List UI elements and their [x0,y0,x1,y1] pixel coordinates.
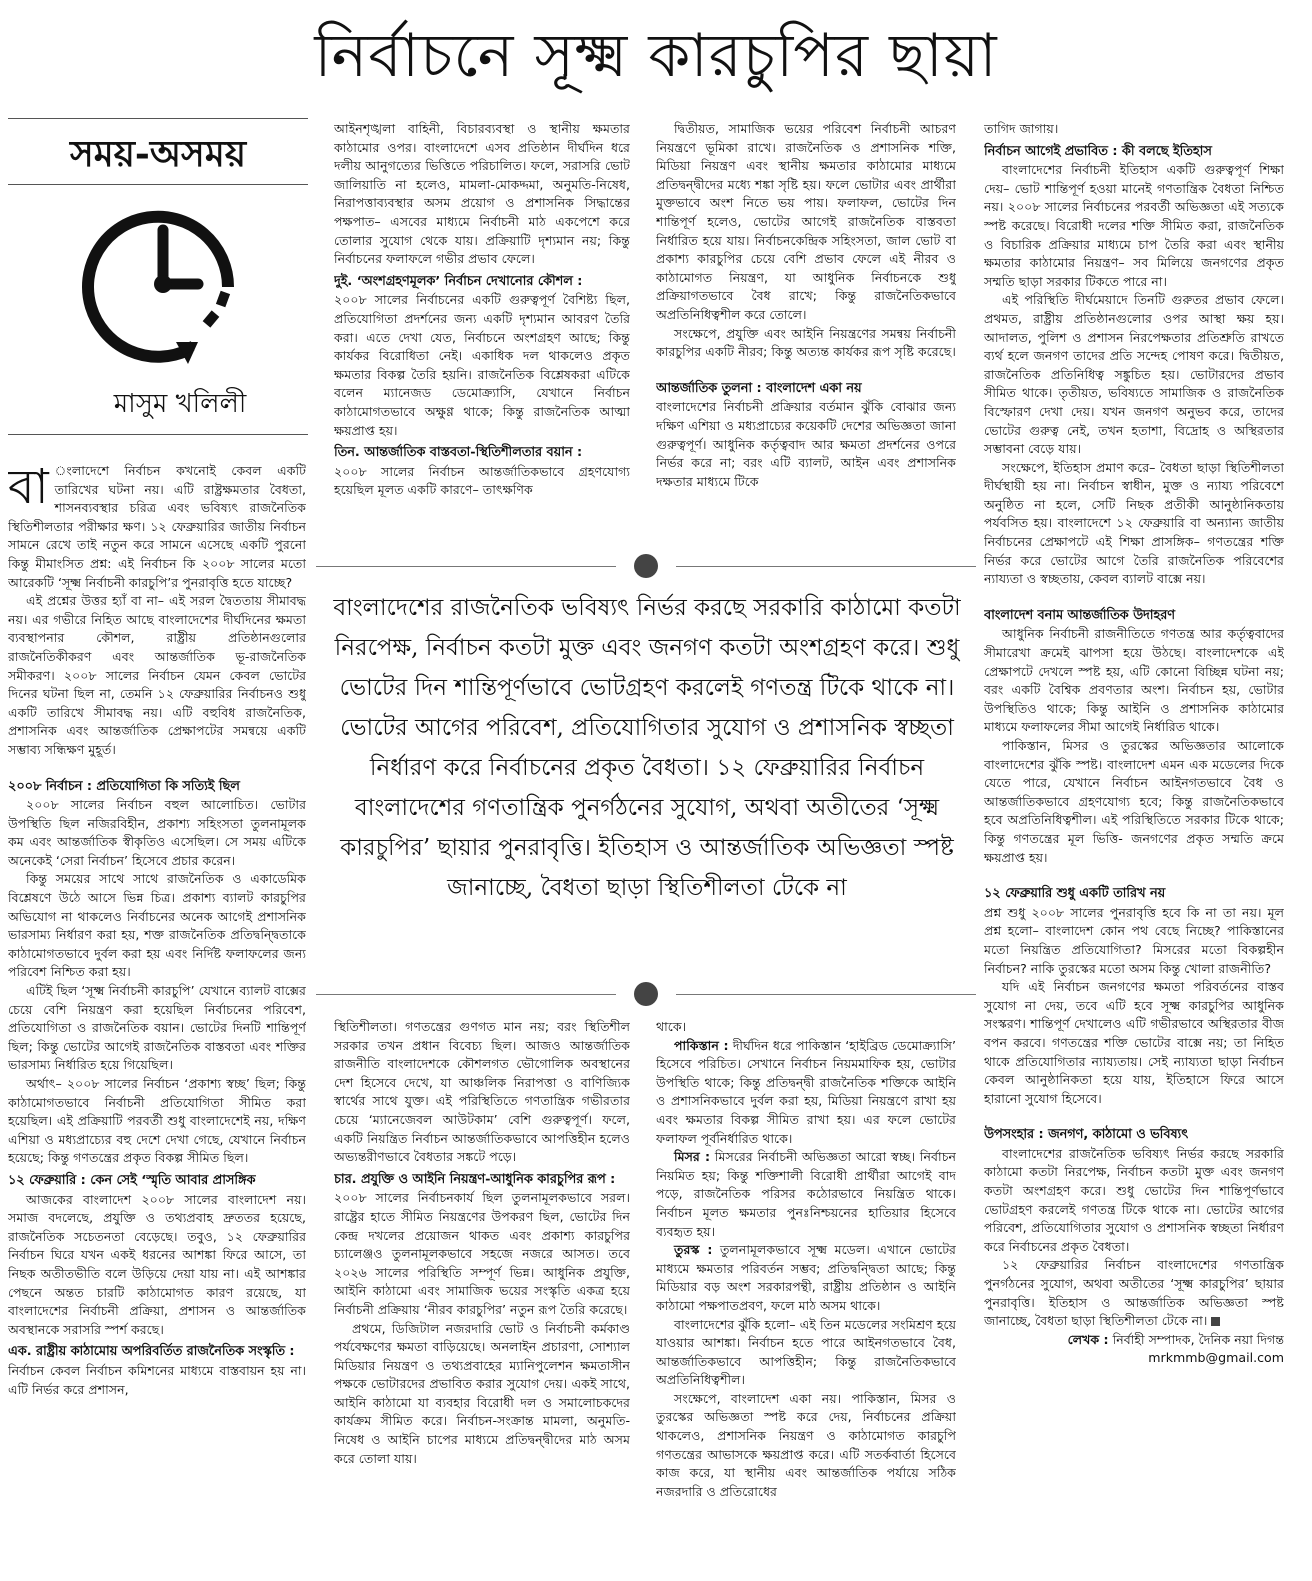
pull-quote: বাংলাদেশের রাজনৈতিক ভবিষ্যৎ নির্ভর করছে সরকারি কাঠামো কতটা নিরপেক্ষ, নির্বাচন কতটা মুক্ত এবং জনগণ কতটা অংশগ্রহণ করে। শুধু ভোটের দিন শান্তিপূর্ণভাবে ভোটগ্রহণ করলেই গণতন্ত্র টিকে থাকে না। ভোটের আগের পরিবেশ, প্রতিযোগিতার সুযোগ ও প্রশাসনিক স্বচ্ছতা নির্ধারণ করে নির্বাচনের প্রকৃত বৈধতা। ১২ ফেব্রুয়ারির নির্বাচন বাংলাদেশের গণতান্ত্রিক পুনর্গঠনের সুযোগ, অথবা অতীতের ‘সূক্ষ্ম কারচুপির’ ছায়ার পুনরাবৃত্তি। ইতিহাস ও আন্তর্জাতিক অভিজ্ঞতা স্পষ্ট জানাচ্ছে, বৈধতা ছাড়া স্থিতিশীলতা টেকে না [333,595,961,901]
intro-paragraph: বা ংলাদেশে নির্বাচন কখনোই কেবল একটি তারিখের ঘটনা নয়। এটি রাষ্ট্রক্ষমতার বৈধতা, শাসনব্যবস্থার চরিত্র এবং ভবিষ্যৎ রাজনৈতিক স্থিতিশীলতার পরীক্ষার ক্ষণ। ১২ ফেব্রুয়ারির জাতীয় নির্বাচন সামনে রেখে তাই নতুন করে সামনে এসেছে একটি পুরনো কিন্তু মীমাংসিত প্রশ্ন: এই নির্বাচন কি ২০০৮ সালের মতো আরেকটি ‘সূক্ষ্ম নির্বাচনী কারচুপি’র পুনরাবৃত্তি হতে যাচ্ছে? [8,462,306,590]
paragraph: সংক্ষেপে, ইতিহাস প্রমাণ করে– বৈধতা ছাড়া স্থিতিশীলতা দীর্ঘস্থায়ী হয় না। নির্বাচন স্বাধীন, মুক্ত ও ন্যায্য পরিবেশে অনুষ্ঠিত না হলে, সেটি নিছক প্রতীকী আনুষ্ঠানিকতায় পর্যবসিত হয়। বাংলাদেশে ১২ ফেব্রুয়ারি বা অন্যান্য জাতীয় নির্বাচনের প্রেক্ষাপটে এই শিক্ষা প্রাসঙ্গিক– গণতন্ত্রের শক্তি নির্ভর করে ভোটের আগে তৈরি রাজনৈতিক পরিবেশের ন্যায্যতা ও স্বচ্ছতায়, কেবল ব্যালট বাক্সে নয়। [984,459,1284,587]
column-3-bottom [656,1018,956,1578]
paragraph: ২০০৮ সালের নির্বাচনের একটি গুরুত্বপূর্ণ বৈশিষ্ট্য ছিল, প্রতিযোগিতা প্রদর্শনের জন্য একটি দৃশ্যমান আবরণ তৈরি করা। এতে দেখা যেত, নির্বাচনে অংশগ্রহণ আছে; কিন্তু কার্যকর বিরোধিতা নেই। একাধিক দল থাকলেও প্রকৃত ক্ষমতার বিকল্প তৈরি হয়নি। রাজনৈতিক বিশ্লেষকরা এটিকে বলেন ম্যানেজড ডেমোক্র্যাসি, যেখানে নির্বাচন কাঠামোগতভাবে অক্ষুণ্ণ থাকে; কিন্তু রাজনৈতিক আত্মা ক্ষয়প্রাপ্ত হয়। [334,292,630,438]
paragraph: ২০০৮ সালের নির্বাচন আন্তর্জাতিকভাবে গ্রহণযোগ্য হয়েছিল মূলত একটি কারণে– তাৎক্ষণিক [334,463,630,498]
column-name: সময়-অসময় [69,133,247,175]
divider-ornament-bottom [316,982,976,1008]
paragraph: আজকের বাংলাদেশ ২০০৮ সালের বাংলাদেশ নয়। সমাজ বদলেছে, প্রযুক্তি ও তথ্যপ্রবাহ দ্রুততর হয়েছে, রাজনৈতিক সচেতনতা বেড়েছে। তবুও, ১২ ফেব্রুয়ারির নির্বাচন ঘিরে যখন একই ধরনের আশঙ্কা ফিরে আসে, তা নিছক অতীতভীতি বলে উড়িয়ে দেয়া যায় না। এই আশঙ্কার পেছনে অন্তত চারটি কাঠামোগত কারণ রয়েছে, যা বাংলাদেশের নির্বাচনী প্রক্রিয়া, প্রশাসন ও আন্তর্জাতিক অবস্থানকে সরাসরি স্পর্শ করছে। [8,1191,306,1337]
paragraph: স্থিতিশীলতা। গণতন্ত্রের গুণগত মান নয়; বরং স্থিতিশীল সরকার তখন প্রধান বিবেচ্য ছিল। আজও আন্তর্জাতিক রাজনীতি বাংলাদেশকে কৌশলগত ভৌগোলিক অবস্থানের দেশ হিসেবে দেখে, যা আঞ্চলিক নিরাপত্তা ও বাণিজ্যিক স্বার্থের সাথে যুক্ত। এই পরিস্থিতিতে গণতান্ত্রিক গভীরতার চেয়ে ‘ম্যানেজেবল আউটকাম’ বেশি গুরুত্বপূর্ণ। ফলে, একটি নিয়ন্ত্রিত নির্বাচন আন্তর্জাতিকভাবে আপত্তিহীন হলেও অভ্যন্তরীণভাবে বৈধতার সঙ্কটে পড়ে। [334,1019,630,1165]
column-header-rule-bottom [8,184,308,185]
paragraph: বাংলাদেশের নির্বাচনী ইতিহাস একটি গুরুত্বপূর্ণ শিক্ষা দেয়– ভোট শান্তিপূর্ণ হওয়া মানেই গণতান্ত্রিক বৈধতা নিশ্চিত নয়। ২০০৮ সালের নির্বাচনের পরবর্তী অভিজ্ঞতা এই সত্যকে স্পষ্ট করেছে। বিরোধী দলের শক্তি সীমিত করা, রাজনৈতিক ও বিচারিক প্রক্রিয়ার মাধ্যমে চাপ তৈরি করা এবং স্থানীয় ক্ষমতার কাঠামোর নিয়ন্ত্রণ– সব মিলিয়ে জনগণের প্রকৃত সম্মতি ছাড়া সরকার টিকতে পারে না। [984,162,1284,289]
paragraph: যদি এই নির্বাচন জনগণের ক্ষমতা পরিবর্তনের বাস্তব সুযোগ না দেয়, তবে এটি হবে সূক্ষ্ম কারচুপির আধুনিক সংস্করণ। শান্তিপূর্ণ দেখালেও এটি গভীরভাবে অস্থিরতার বীজ বপন করবে। গণতন্ত্রের শক্তি ভোটের বাক্সে নয়; তা নিহিত থাকে প্রতিযোগিতার ন্যায্যতায়। সেই ন্যায্যতা ছাড়া নির্বাচন কেবল আনুষ্ঠানিকতা হয়ে যায়, ইতিহাসে ফিরে আসে হারানো সুযোগ হিসেবে। [984,979,1284,1106]
subheading: উপসংহার : জনগণ, কাঠামো ও ভবিষ্যৎ [984,1127,1189,1143]
paragraph: পাকিস্তান : দীর্ঘদিন ধরে পাকিস্তান ‘হাইব্রিড ডেমোক্র্যাসি’ হিসেবে পরিচিত। সেখানে নির্বাচন নিয়মমাফিক হয়, ভোটার উপস্থিতি থাকে; কিন্তু প্রতিদ্বন্দ্বী রাজনৈতিক শক্তিকে আইনি ও প্রশাসনিকভাবে দুর্বল করা হয়, মিডিয়া নিয়ন্ত্রণে রাখা হয় এবং ক্ষমতার বিকল্প সীমিত রাখা হয়। এর ফলে ভোটের ফলাফল পূর্বনির্ধারিত থাকে। [656,1037,956,1146]
subheading: ১২ ফেব্রুয়ারি : কেন সেই ‘স্মৃতি আবার প্রাসঙ্গিক [8,1172,256,1188]
column-1 [8,462,306,1581]
subheading: ১২ ফেব্রুয়ারি শুধু একটি তারিখ নয় [984,886,1166,902]
paragraph: বাংলাদেশের নির্বাচনী প্রক্রিয়ার বর্তমান ঝুঁকি বোঝার জন্য দক্ষিণ এশিয়া ও মধ্যপ্রাচ্যের কয়েকটি দেশের অভিজ্ঞতা জানা গুরুত্বপূর্ণ। আধুনিক কর্তৃত্ববাদ আর ক্ষমতা প্রদর্শনের ওপরে নির্ভর করে না; বরং এটি ব্যালট, আইন এবং প্রশাসনিক দক্ষতার মাধ্যমে টিকে [656,399,956,489]
paragraph: প্রশ্ন শুধু ২০০৮ সালের পুনরাবৃত্তি হবে কি না তা নয়। মূল প্রশ্ন হলো– বাংলাদেশ কোন পথ বেছে নিচ্ছে? পাকিস্তানের মতো নিয়ন্ত্রিত প্রতিযোগিতা? মিসরের মতো বিকল্পহীন নির্বাচন? নাকি তুরস্কের মতো অসম কিন্তু খোলা রাজনীতি? [984,904,1284,976]
paragraph: সংক্ষেপে, প্রযুক্তি এবং আইনি নিয়ন্ত্রণের সমন্বয় নির্বাচনী কারচুপির একটি নীরব; কিন্তু অত্যন্ত কার্যকর রূপ সৃষ্টি করেছে। [656,325,956,360]
paragraph: ২০০৮ সালের নির্বাচনকার্য ছিল তুলনামূলকভাবে সরল। রাষ্ট্রের হাতে সীমিত নিয়ন্ত্রণের উপকরণ ছিল, ভোটের দিন কেন্দ্র দখলের প্রয়োজন থাকত এবং প্রকাশ্য কারচুপির চ্যালেঞ্জও তুলনামূলকভাবে সহজে নজরে আসত। তবে ২০২৬ সালের পরিস্থিতি সম্পূর্ণ ভিন্ন। আধুনিক প্রযুক্তি, আইনি কাঠামো এবং সামাজিক ভয়ের সংস্কৃতি একত্র হয়ে নির্বাচনী প্রক্রিয়ায় ‘নীরব কারচুপির’ নতুন রূপ তৈরি করেছে। [334,1190,630,1317]
author-email: mrkmmb@gmail.com [1148,1350,1284,1366]
column-3-top [656,120,956,540]
subheading: তিন. আন্তর্জাতিক বাস্তবতা-স্থিতিশীলতার বয়ান : [334,445,583,461]
paragraph: থাকে। [656,1019,687,1034]
author-name: মাসুম খলিলী [113,389,247,419]
author-rule [8,434,308,435]
paragraph: সংক্ষেপে, বাংলাদেশ একা নয়। পাকিস্তান, মিসর ও তুরস্কের অভিজ্ঞতা স্পষ্ট করে দেয়, নির্বাচনের প্রক্রিয়া থাকলেও, প্রশাসনিক নিয়ন্ত্রণ ও কাঠামোগত কারচুপি গণতন্ত্রের আভাসকে ক্ষয়প্রাপ্ত করে। এটি সতর্কবার্তা হিসেবে কাজ করে, যা স্থানীয় এবং আন্তর্জাতিক পর্যায়ে সঠিক নজরদারি ও প্রতিরোধের [656,1390,956,1499]
paragraph: নির্বাচন কেবল নির্বাচন কমিশনের মাধ্যমে বাস্তবায়ন হয় না। এটি নির্ভর করে প্রশাসন, [8,1362,306,1397]
paragraph: ১২ ফেব্রুয়ারির নির্বাচন বাংলাদেশের গণতান্ত্রিক পুনর্গঠনের সুযোগ, অথবা অতীতের ‘সূক্ষ্ম কারচুপির’ ছায়ার পুনরাবৃত্তি। ইতিহাস ও আন্তর্জাতিক অভিজ্ঞতা স্পষ্ট জানাচ্ছে, বৈধতা ছাড়া স্থিতিশীলতা টেকে না। [984,1257,1284,1329]
paragraph: এই পরিস্থিতি দীর্ঘমেয়াদে তিনটি গুরুতর প্রভাব ফেলে। প্রথমত, রাষ্ট্রীয় প্রতিষ্ঠানগুলোর ওপর আস্থা ক্ষয় হয়। আদালত, পুলিশ ও প্রশাসন নিরপেক্ষতার প্রতিশ্রুতি রাখতে ব্যর্থ হলে জনগণ তাদের প্রতি সন্দেহ পোষণ করে। দ্বিতীয়ত, রাজনৈতিক প্রতিনিধিত্ব সঙ্কুচিত হয়। ভোটারদের প্রভাব সীমিত থাকে। তৃতীয়ত, ভবিষ্যতে সামাজিক ও রাজনৈতিক বিস্ফোরণ দেখা দেয়। যখন জনগণ অনুভব করে, তাদের ভোটের গুরুত্ব নেই, তখন হতাশা, বিদ্রোহ ও অস্থিরতার সম্ভাবনা বেড়ে যায়। [984,292,1284,457]
column-header-rule-top [8,118,308,119]
paragraph: মিসর : মিসরের নির্বাচনী অভিজ্ঞতা আরো স্বচ্ছ। নির্বাচন নিয়মিত হয়; কিন্তু শক্তিশালী বিরোধী প্রার্থীরা আগেই বাদ পড়ে, রাজনৈতিক পরিসর কঠোরভাবে নিয়ন্ত্রিত থাকে। নির্বাচন মূলত ক্ষমতার পুনঃনিশ্চয়নের হাতিয়ার হিসেবে ব্যবহৃত হয়। [656,1149,956,1239]
headline: নির্বাচনে সূক্ষ্ম কারচুপির ছায়া [314,21,998,91]
subheading: দুই. ‘অংশগ্রহণমূলক’ নির্বাচন দেখানোর কৌশল : [334,273,583,289]
paragraph: তাগিদ জাগায়। [984,121,1059,136]
subheading: বাংলাদেশ বনাম আন্তর্জাতিক উদাহরণ [984,607,1175,623]
paragraph: এটিই ছিল ‘সূক্ষ্ম নির্বাচনী কারচুপি’ যেখানে ব্যালট বাক্সের চেয়ে বেশি নিয়ন্ত্রণ করা হয়েছিল নির্বাচনের পরিবেশ, প্রতিযোগিতা ও রাজনৈতিক বয়ান। ভোটের দিনটি শান্তিপূর্ণ ছিল; কিন্তু ভোটের আগেই রাজনৈতিক বাস্তবতা এবং শক্তির ভারসাম্য নির্ধারিত হয়ে গিয়েছিল। [8,983,306,1073]
paragraph: দ্বিতীয়ত, সামাজিক ভয়ের পরিবেশ নির্বাচনী আচরণ নিয়ন্ত্রণে ভূমিকা রাখে। রাজনৈতিক ও প্রশাসনিক শক্তি, মিডিয়া নিয়ন্ত্রণ এবং স্থানীয় ক্ষমতার কাঠামোর মাধ্যমে প্রতিদ্বন্দ্বীদের মধ্যে শঙ্কা সৃষ্টি হয়। ফলে ভোটার এবং প্রার্থীরা মুক্তভাবে অংশ নিতে ভয় পায়। ফলাফল, ভোটের দিন শান্তিপূর্ণ হলেও, ভোটের আগেই রাজনৈতিক বাস্তবতা নির্ধারিত হয়ে যায়। নির্বাচনকেন্দ্রিক সহিংসতা, জাল ভোট বা প্রকাশ্য কারচুপির চেয়ে বেশি প্রভাব ফেলে এই নীরব ও কাঠামোগত নিয়ন্ত্রণ, যা আধুনিক নির্বাচনকে শুধু প্রক্রিয়াগতভাবে বৈধ রাখে; কিন্তু রাজনৈতিকভাবে অপ্রতিনিধিত্বশীল করে তোলে। [656,121,956,322]
paragraph: অর্থাৎ– ২০০৮ সালের নির্বাচন ‘প্রকাশ্য স্বচ্ছ’ ছিল; কিন্তু কাঠামোগতভাবে নির্বাচনী প্রতিযোগিতা সীমিত করা হয়েছিল। এই প্রক্রিয়াটি পরবর্তী শুধু বাংলাদেশেই নয়, দক্ষিণ এশিয়া ও মধ্যপ্রাচ্যের বহু দেশে দেখা গেছে, যেখানে নির্বাচন হয়েছে; কিন্তু গণতন্ত্রের প্রকৃত বিকল্প সীমিত ছিল। [8,1076,306,1166]
column-4 [984,120,1284,1578]
dropcap: বা [8,462,49,515]
subheading: ২০০৮ নির্বাচন : প্রতিযোগিতা কি সত্যিই ছিল [8,778,240,794]
paragraph: বাংলাদেশের রাজনৈতিক ভবিষ্যৎ নির্ভর করছে সরকারি কাঠামো কতটা নিরপেক্ষ, নির্বাচন কতটা মুক্ত এবং জনগণ কতটা অংশগ্রহণ করে। শুধু ভোটের দিন শান্তিপূর্ণভাবে ভোটগ্রহণ করলেই গণতন্ত্র টিকে থাকে না। ভোটের আগের পরিবেশ, প্রতিযোগিতার সুযোগ ও প্রশাসনিক স্বচ্ছতা নির্ধারণ করে নির্বাচনের প্রকৃত বৈধতা। [984,1145,1284,1254]
divider-dot [634,554,658,578]
writer-credit: লেখক : নির্বাহী সম্পাদক, দৈনিক নয়া দিগন্ত [1067,1331,1284,1347]
paragraph: ২০০৮ সালের নির্বাচন বহুল আলোচিত। ভোটার উপস্থিতি ছিল নজিরবিহীন, প্রকাশ্য সহিংসতা তুলনামূলক কম এবং আন্তর্জাতিক স্বীকৃতিও এসেছিল। সে সময় এটিকে অনেকেই ‘সেরা নির্বাচন’ হিসেবে প্রচার করেন। [8,797,306,868]
paragraph: প্রথমে, ডিজিটাল নজরদারি ভোট ও নির্বাচনী কর্মকাণ্ড পর্যবেক্ষণের ক্ষমতা বাড়িয়েছে। অনলাইন প্রচারণা, সোশ্যাল মিডিয়ার নিয়ন্ত্রণ ও তথ্যপ্রবাহের ম্যানিপুলেশন ক্ষমতাসীন পক্ষকে ভোটারদের প্রভাবিত করার সুযোগ দেয়। একই সাথে, আইনি কাঠামো যা ব্যবহার বিরোধী দল ও সমালোচকদের কার্যক্রম সীমিত করে। নির্বাচন-সংক্রান্ত মামলা, অনুমতি-নিষেধ ও আইনি চাপের মাধ্যমে প্রতিদ্বন্দ্বীদের মাঠ অসম করে তোলা যায়। [334,1320,630,1466]
subheading: এক. রাষ্ট্রীয় কাঠামোয় অপরিবর্তিত রাজনৈতিক সংস্কৃতি : [8,1344,295,1360]
subheading: নির্বাচন আগেই প্রভাবিত : কী বলছে ইতিহাস [984,143,1212,159]
divider-ornament-top [316,554,976,580]
paragraph: বাংলাদেশের ঝুঁকি হলো– এই তিন মডেলের সংমিশ্রণ হয়ে যাওয়ার আশঙ্কা। নির্বাচন হতে পারে আইনগতভাবে বৈধ, আন্তর্জাতিকভাবে আপত্তিহীন; কিন্তু রাজনৈতিকভাবে অপ্রতিনিধিত্বশীল। [656,1316,956,1388]
paragraph: আধুনিক নির্বাচনী রাজনীতিতে গণতন্ত্র আর কর্তৃত্ববাদের সীমারেখা ক্রমেই ঝাপসা হয়ে উঠছে। বাংলাদেশকে এই প্রেক্ষাপটে দেখলে স্পষ্ট হয়, এটি কোনো বিচ্ছিন্ন ঘটনা নয়; বরং একটি বৈশ্বিক প্রবণতার অংশ। নির্বাচন হয়, ভোটার উপস্থিতিও থাকে; কিন্তু আইনি ও প্রশাসনিক কাঠামোর মাধ্যমে ফলাফলের সীমা আগেই নির্ধারিত থাকে। [984,626,1284,735]
paragraph: পাকিস্তান, মিসর ও তুরস্কের অভিজ্ঞতার আলোকে বাংলাদেশের ঝুঁকি স্পষ্ট। বাংলাদেশ এমন এক মডেলের দিকে যেতে পারে, যেখানে নির্বাচন আইনগতভাবে বৈধ ও আন্তর্জাতিকভাবে গ্রহণযোগ্য হবে; কিন্তু রাজনৈতিকভাবে হবে অপ্রতিনিধিত্বশীল। এই পরিস্থিতিতে সরকার টিকে থাকে; কিন্তু গণতন্ত্রের মূল ভিত্তি- জনগণের প্রকৃত সম্মতি ক্রমে ক্ষয়প্রাপ্ত হয়। [984,738,1284,865]
end-mark-icon [1211,1317,1220,1326]
subheading: আন্তর্জাতিক তুলনা : বাংলাদেশ একা নয় [656,380,862,396]
column-2-top [334,120,630,520]
paragraph: এই প্রশ্নের উত্তর হ্যাঁ বা না– এই সরল দ্বৈততায় সীমাবদ্ধ নয়। এর গভীরে নিহিত আছে বাংলাদেশের দীর্ঘদিনের ক্ষমতা ব্যবস্থাপনার কৌশল, রাষ্ট্রীয় প্রতিষ্ঠানগুলোর রাজনৈতিকীকরণ এবং আন্তর্জাতিক ভূ-রাজনৈতিক সমীকরণ। ২০০৮ সালের নির্বাচন যেমন কেবল ভোটের দিনের ঘটনা ছিল না, তেমনি ১২ ফেব্রুয়ারির নির্বাচনও শুধু একটি তারিখে সীমাবদ্ধ নয়। এটি বহুবিধ রাজনৈতিক, প্রশাসনিক এবং আন্তর্জাতিক প্রেক্ষাপটের সমন্বয়ে একটি সম্ভাব্য সন্ধিক্ষণ মুহূর্ত। [8,593,306,757]
clock-icon [78,192,248,372]
column-2-bottom [334,1018,630,1578]
paragraph: তুরস্ক : তুলনামূলকভাবে সূক্ষ্ম মডেল। এখানে ভোটের মাধ্যমে ক্ষমতার পরিবর্তন সম্ভব; প্রতিদ্বন্দ্বিতা আছে; কিন্তু মিডিয়ার বড় অংশ সরকারপন্থী, রাষ্ট্রীয় প্রতিষ্ঠান ও আইনি কাঠামো পক্ষপাতপ্রবণ, ফলে মাঠ অসম থাকে। [656,1242,956,1313]
divider-dot [634,982,658,1006]
paragraph: আইনশৃঙ্খলা বাহিনী, বিচারব্যবস্থা ও স্থানীয় ক্ষমতার কাঠামোর ওপর। বাংলাদেশে এসব প্রতিষ্ঠান দীর্ঘদিন ধরে দলীয় আনুগত্যের ভিত্তিতে পরিচালিত। ফলে, সরাসরি ভোট জালিয়াতি না হলেও, মামলা-মোকদ্দমা, অনুমতি-নিষেধ, নিরাপত্তাব্যবস্থার অসম প্রয়োগ ও প্রশাসনিক সিদ্ধান্তের পক্ষপাত– এসবের মাধ্যমে নির্বাচনী মাঠ একপেশে করে তোলার সুযোগ থেকে যায়। প্রক্রিয়াটি দৃশ্যমান নয়; কিন্তু নির্বাচনের ফলাফলে গভীর প্রভাব ফেলে। [334,121,630,267]
paragraph: কিন্তু সময়ের সাথে সাথে রাজনৈতিক ও একাডেমিক বিশ্লেষণে উঠে আসে ভিন্ন চিত্র। প্রকাশ্য ব্যালট কারচুপির অভিযোগ না থাকলেও নির্বাচনের অনেক আগেই প্রশাসনিক ভারসাম্য নির্ধারণ করা হয়, শক্ত রাজনৈতিক প্রতিদ্বন্দ্বিতাকে কাঠামোগতভাবে দুর্বল করা হয় এবং নির্দিষ্ট ফলাফলের জন্য পরিবেশ নিশ্চিত করা হয়। [8,871,306,980]
subheading: চার. প্রযুক্তি ও আইনি নিয়ন্ত্রণ-আধুনিক কারচুপির রূপ : [334,1171,616,1187]
